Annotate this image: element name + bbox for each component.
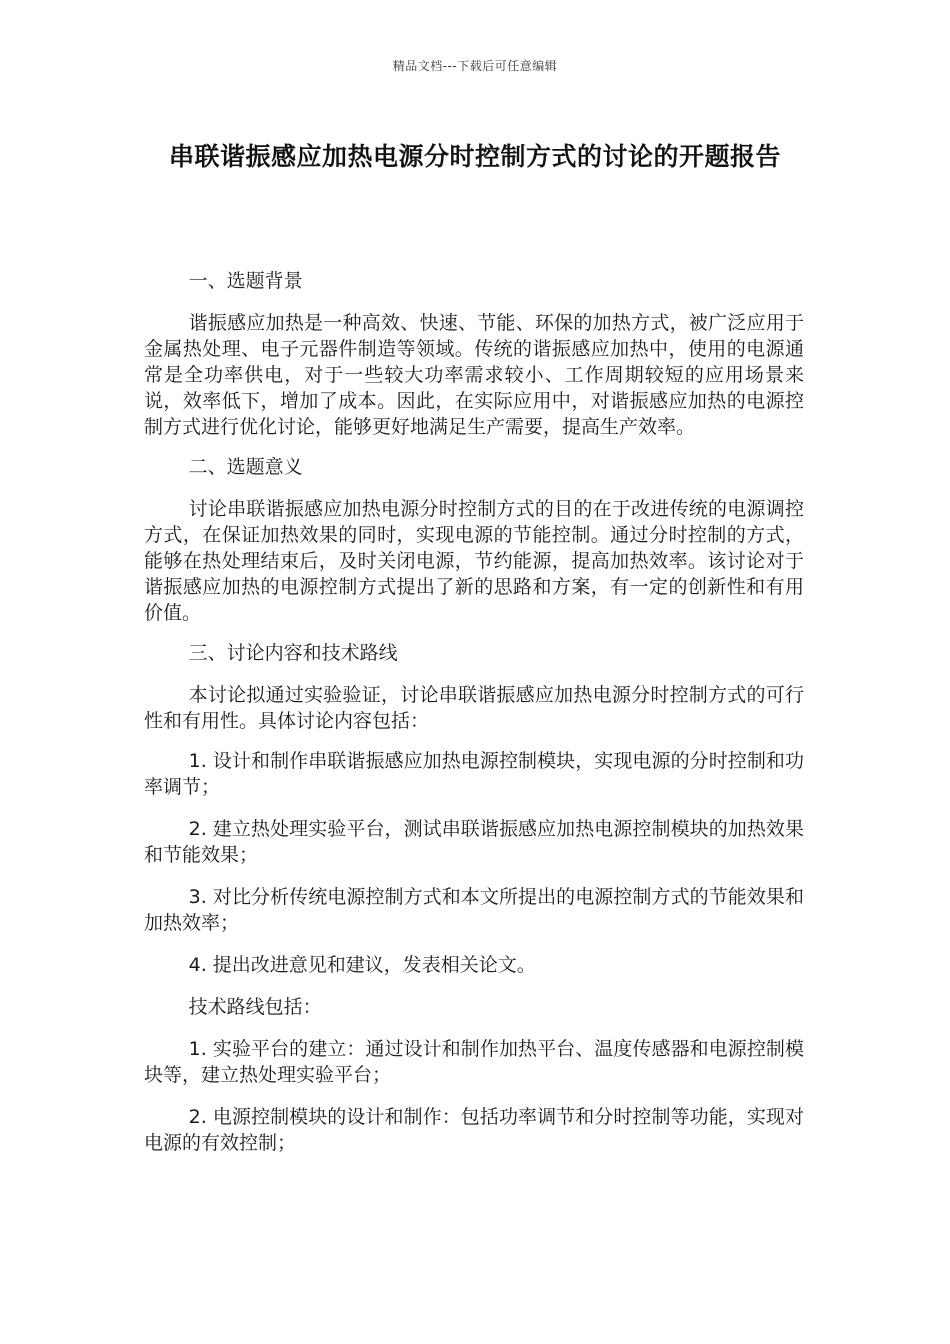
paragraph-content-intro: 本讨论拟通过实验验证，讨论串联谐振感应加热电源分时控制方式的可行性和有用性。具体讨论内容包括：	[144, 684, 804, 732]
list-item: 2. 建立热处理实验平台，测试串联谐振感应加热电源控制模块的加热效果和节能效果；	[144, 818, 804, 866]
section-heading-background: 一、选题背景	[188, 270, 303, 292]
list-item: 1. 设计和制作串联谐振感应加热电源控制模块，实现电源的分时控制和功率调节；	[144, 750, 804, 798]
header-note: 精品文档---下载后可任意编辑	[392, 59, 558, 73]
paragraph-background: 谐振感应加热是一种高效、快速、节能、环保的加热方式，被广泛应用于金属热处理、电子元器件制造等领域。传统的谐振感应加热中，使用的电源通常是全功率供电，对于一些较大功率需求较小、工作周期较短的应用场景来说，效率低下，增加了成本。因此，在实际应用中，对谐振感应加热的电源控制方式进行优化讨论，能够更好地满足生产需要，提高生产效率。	[144, 312, 804, 438]
section-heading-significance: 二、选题意义	[188, 456, 303, 478]
section-heading-content: 三、讨论内容和技术路线	[188, 642, 398, 664]
document-title: 串联谐振感应加热电源分时控制方式的讨论的开题报告	[168, 142, 781, 171]
route-item: 2. 电源控制模块的设计和制作：包括功率调节和分时控制等功能，实现对电源的有效控制；	[144, 1106, 804, 1154]
paragraph-significance: 讨论串联谐振感应加热电源分时控制方式的目的在于改进传统的电源调控方式，在保证加热效果的同时，实现电源的节能控制。通过分时控制的方式，能够在热处理结束后，及时关闭电源，节约能源，提高加热效率。该讨论对于谐振感应加热的电源控制方式提出了新的思路和方案，有一定的创新性和有用价值。	[144, 498, 804, 624]
list-item: 3. 对比分析传统电源控制方式和本文所提出的电源控制方式的节能效果和加热效率；	[144, 886, 804, 934]
document-body	[144, 268, 804, 1172]
list-item: 4. 提出改进意见和建议，发表相关论文。	[188, 954, 536, 976]
route-intro: 技术路线包括：	[188, 996, 322, 1018]
route-item: 1. 实验平台的建立：通过设计和制作加热平台、温度传感器和电源控制模块等，建立热处理实验平台；	[144, 1038, 804, 1086]
